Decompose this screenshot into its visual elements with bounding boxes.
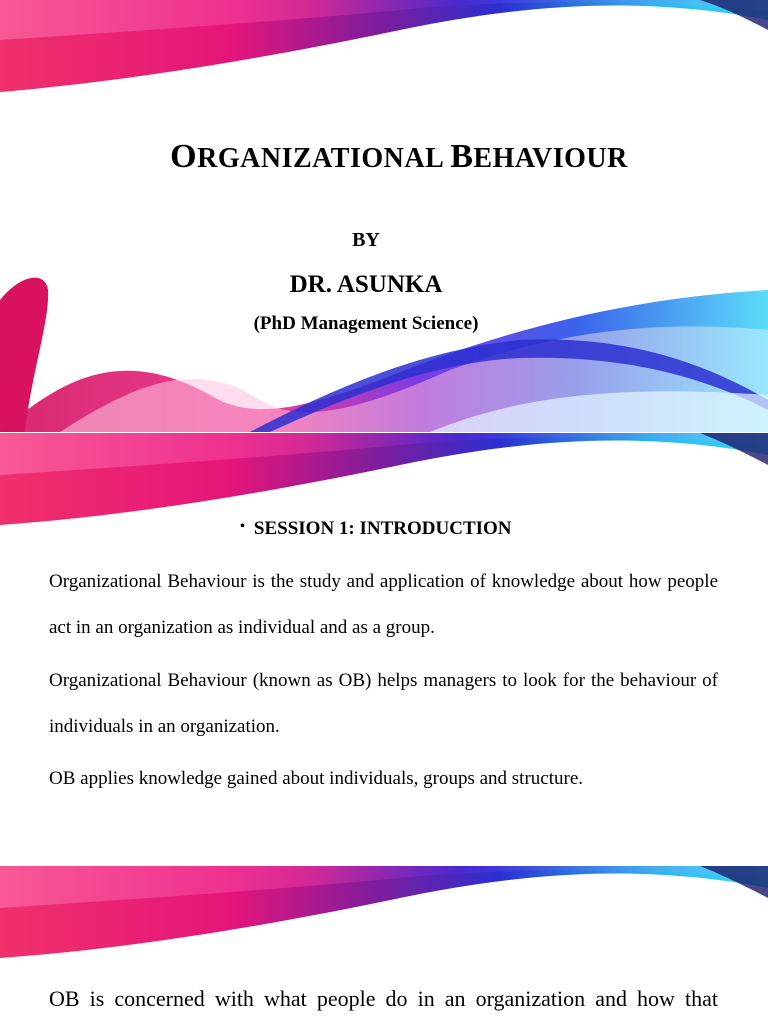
- paragraph-ob-definition: Organizational Behaviour is the study and application of knowledge about how people act in an organization as individual and as a group.: [49, 571, 718, 638]
- bullet-icon: •: [240, 519, 245, 534]
- title-rest-organizational: RGANIZATIONAL: [197, 143, 451, 174]
- paragraph-ob-concern: OB is concerned with what people do in an organization and how that: [49, 986, 718, 1011]
- top-swoosh-decoration: [0, 866, 768, 966]
- title-initial-o: O: [170, 138, 198, 175]
- author-credential: (PhD Management Science): [253, 313, 479, 334]
- session-heading-text: SESSION 1: INTRODUCTION: [253, 518, 512, 539]
- continuation-slide: [0, 866, 768, 1024]
- top-swoosh-decoration: [0, 0, 768, 432]
- by-label: BY: [352, 229, 380, 251]
- slide-title: [0, 138, 768, 176]
- title-initial-b: B: [450, 138, 474, 175]
- session-heading: [240, 518, 512, 540]
- paragraph-ob-managers: Organizational Behaviour (known as OB) helps managers to look for the behaviour of individuals in an organization.: [49, 670, 718, 737]
- author-name: DR. ASUNKA: [289, 271, 443, 298]
- session-slide: [0, 433, 768, 865]
- title-slide: [0, 0, 768, 432]
- paragraph-ob-knowledge: OB applies knowledge gained about individuals, groups and structure.: [49, 768, 584, 789]
- title-rest-behaviour: EHAVIOUR: [473, 143, 628, 174]
